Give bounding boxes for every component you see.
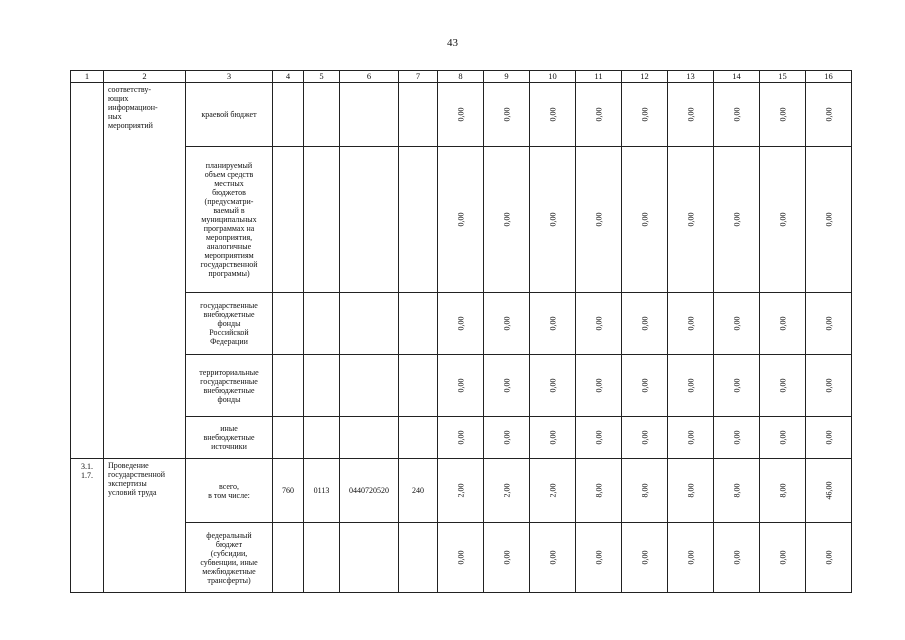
value-text: 0,00	[502, 430, 511, 445]
value-text: 0,00	[732, 430, 741, 445]
code-cell	[304, 83, 340, 147]
code-cell	[399, 523, 438, 593]
column-header: 14	[714, 71, 760, 83]
value-cell	[806, 147, 852, 293]
code-cell: 0113	[304, 459, 340, 523]
value-text: 0,00	[778, 107, 787, 122]
value-text: 0,00	[640, 107, 649, 122]
value-text: 0,00	[456, 378, 465, 393]
value-cell	[484, 459, 530, 523]
value-text: 0,00	[778, 378, 787, 393]
value-cell	[760, 83, 806, 147]
value-cell	[530, 293, 576, 355]
value-text: 0,00	[640, 212, 649, 227]
value-text: 0,00	[824, 107, 833, 122]
value-cell	[622, 417, 668, 459]
value-cell	[806, 523, 852, 593]
code-cell	[399, 417, 438, 459]
activity-name-cell: соответству- ющих информацион- ных мероприятий	[104, 83, 186, 459]
table-row	[71, 147, 852, 293]
funding-source-cell: федеральный бюджет (субсидии, субвенции, иные межбюджетные трансферты)	[186, 523, 273, 593]
value-cell	[806, 459, 852, 523]
value-text: 0,00	[594, 430, 603, 445]
value-cell	[714, 83, 760, 147]
code-cell	[273, 417, 304, 459]
value-cell	[530, 523, 576, 593]
value-cell	[714, 417, 760, 459]
value-cell	[530, 83, 576, 147]
value-cell	[438, 417, 484, 459]
value-text: 0,00	[502, 550, 511, 565]
value-cell	[484, 355, 530, 417]
page-number: 43	[447, 37, 458, 49]
value-cell	[438, 523, 484, 593]
value-text: 0,00	[640, 316, 649, 331]
code-cell	[399, 147, 438, 293]
column-header: 13	[668, 71, 714, 83]
code-cell	[399, 355, 438, 417]
value-cell	[714, 147, 760, 293]
value-text: 8,00	[686, 483, 695, 498]
value-text: 0,00	[502, 107, 511, 122]
value-cell	[438, 147, 484, 293]
value-cell	[576, 355, 622, 417]
code-cell	[273, 355, 304, 417]
value-text: 2,00	[456, 483, 465, 498]
value-text: 0,00	[548, 107, 557, 122]
value-cell	[438, 459, 484, 523]
value-text: 0,00	[732, 107, 741, 122]
table-row	[71, 417, 852, 459]
funding-source-cell: планируемый объем средств местных бюджетов (предусматри- ваемый в муниципальных программах на мероприятия, аналогичные мероприятиям государственной программы)	[186, 147, 273, 293]
value-text: 8,00	[594, 483, 603, 498]
value-cell	[806, 293, 852, 355]
value-cell	[622, 147, 668, 293]
value-text: 0,00	[686, 550, 695, 565]
value-cell	[622, 355, 668, 417]
value-cell	[668, 355, 714, 417]
value-cell	[576, 293, 622, 355]
value-text: 46,00	[824, 481, 833, 500]
value-text: 0,00	[824, 550, 833, 565]
code-cell	[399, 293, 438, 355]
column-header: 1	[71, 71, 104, 83]
code-cell	[273, 523, 304, 593]
value-text: 0,00	[456, 430, 465, 445]
value-cell	[806, 417, 852, 459]
code-cell	[304, 147, 340, 293]
value-text: 0,00	[732, 212, 741, 227]
value-cell	[760, 417, 806, 459]
value-text: 0,00	[456, 550, 465, 565]
value-text: 8,00	[732, 483, 741, 498]
funding-source-cell: всего, в том числе:	[186, 459, 273, 523]
column-header: 5	[304, 71, 340, 83]
value-text: 0,00	[778, 430, 787, 445]
value-text: 0,00	[686, 378, 695, 393]
column-header: 9	[484, 71, 530, 83]
table-row	[71, 293, 852, 355]
code-cell	[304, 355, 340, 417]
value-text: 8,00	[778, 483, 787, 498]
value-text: 0,00	[824, 378, 833, 393]
code-cell	[340, 523, 399, 593]
code-cell	[304, 417, 340, 459]
column-header: 10	[530, 71, 576, 83]
value-text: 0,00	[778, 212, 787, 227]
table-row	[71, 83, 852, 147]
value-cell	[484, 147, 530, 293]
value-text: 0,00	[456, 107, 465, 122]
value-text: 0,00	[502, 212, 511, 227]
value-cell	[668, 147, 714, 293]
value-text: 8,00	[640, 483, 649, 498]
value-text: 0,00	[594, 378, 603, 393]
value-text: 0,00	[824, 430, 833, 445]
code-cell	[273, 83, 304, 147]
value-text: 0,00	[548, 316, 557, 331]
column-header: 8	[438, 71, 484, 83]
value-cell	[622, 459, 668, 523]
value-cell	[484, 417, 530, 459]
column-header: 3	[186, 71, 273, 83]
value-cell	[806, 83, 852, 147]
value-text: 0,00	[594, 316, 603, 331]
value-text: 0,00	[732, 378, 741, 393]
value-cell	[438, 83, 484, 147]
value-cell	[576, 523, 622, 593]
value-cell	[530, 417, 576, 459]
value-cell	[668, 459, 714, 523]
funding-source-cell: территориальные государственные внебюджетные фонды	[186, 355, 273, 417]
value-text: 2,00	[502, 483, 511, 498]
value-cell	[714, 459, 760, 523]
value-text: 0,00	[686, 212, 695, 227]
value-cell	[714, 523, 760, 593]
value-cell	[760, 355, 806, 417]
column-header: 7	[399, 71, 438, 83]
value-text: 0,00	[732, 550, 741, 565]
value-cell	[668, 523, 714, 593]
value-text: 0,00	[548, 430, 557, 445]
value-cell	[668, 293, 714, 355]
code-cell	[273, 147, 304, 293]
value-text: 0,00	[456, 316, 465, 331]
column-header: 12	[622, 71, 668, 83]
value-cell	[576, 83, 622, 147]
value-text: 0,00	[824, 212, 833, 227]
table-row	[71, 355, 852, 417]
column-header: 2	[104, 71, 186, 83]
code-cell: 0440720520	[340, 459, 399, 523]
code-cell	[340, 293, 399, 355]
table-row	[71, 459, 852, 523]
code-cell	[340, 355, 399, 417]
value-cell	[530, 147, 576, 293]
value-cell	[484, 83, 530, 147]
value-cell	[668, 83, 714, 147]
column-header: 6	[340, 71, 399, 83]
funding-source-cell: краевой бюджет	[186, 83, 273, 147]
value-text: 0,00	[778, 316, 787, 331]
value-cell	[622, 293, 668, 355]
value-cell	[530, 459, 576, 523]
code-cell	[399, 83, 438, 147]
value-cell	[760, 459, 806, 523]
value-text: 2,00	[548, 483, 557, 498]
value-text: 0,00	[548, 212, 557, 227]
value-cell	[760, 147, 806, 293]
value-text: 0,00	[824, 316, 833, 331]
value-text: 0,00	[594, 212, 603, 227]
value-text: 0,00	[594, 107, 603, 122]
value-text: 0,00	[686, 107, 695, 122]
budget-table	[70, 70, 852, 593]
row-number-cell	[71, 83, 104, 459]
funding-source-cell: иные внебюджетные источники	[186, 417, 273, 459]
value-cell	[668, 417, 714, 459]
value-text: 0,00	[548, 378, 557, 393]
value-cell	[438, 293, 484, 355]
code-cell	[304, 293, 340, 355]
value-cell	[484, 523, 530, 593]
column-header: 4	[273, 71, 304, 83]
code-cell: 240	[399, 459, 438, 523]
value-cell	[576, 459, 622, 523]
code-cell	[340, 417, 399, 459]
value-text: 0,00	[548, 550, 557, 565]
value-text: 0,00	[686, 316, 695, 331]
value-cell	[530, 355, 576, 417]
value-cell	[576, 147, 622, 293]
value-cell	[714, 293, 760, 355]
value-cell	[484, 293, 530, 355]
value-text: 0,00	[640, 430, 649, 445]
value-cell	[622, 523, 668, 593]
value-text: 0,00	[594, 550, 603, 565]
row-number-cell: 3.1. 1.7.	[71, 459, 104, 593]
value-text: 0,00	[502, 378, 511, 393]
value-cell	[622, 83, 668, 147]
code-cell	[340, 147, 399, 293]
value-cell	[760, 293, 806, 355]
value-text: 0,00	[640, 378, 649, 393]
column-header: 11	[576, 71, 622, 83]
value-text: 0,00	[778, 550, 787, 565]
column-header: 15	[760, 71, 806, 83]
value-text: 0,00	[686, 430, 695, 445]
value-text: 0,00	[502, 316, 511, 331]
value-cell	[714, 355, 760, 417]
code-cell	[340, 83, 399, 147]
value-cell	[760, 523, 806, 593]
value-text: 0,00	[640, 550, 649, 565]
header-row	[71, 71, 852, 83]
value-cell	[576, 417, 622, 459]
table-row	[71, 523, 852, 593]
code-cell	[304, 523, 340, 593]
activity-name-cell: Проведение государственной экспертизы условий труда	[104, 459, 186, 593]
value-text: 0,00	[732, 316, 741, 331]
value-text: 0,00	[456, 212, 465, 227]
value-cell	[806, 355, 852, 417]
value-cell	[438, 355, 484, 417]
code-cell: 760	[273, 459, 304, 523]
funding-source-cell: государственные внебюджетные фонды Российской Федерации	[186, 293, 273, 355]
code-cell	[273, 293, 304, 355]
column-header: 16	[806, 71, 852, 83]
